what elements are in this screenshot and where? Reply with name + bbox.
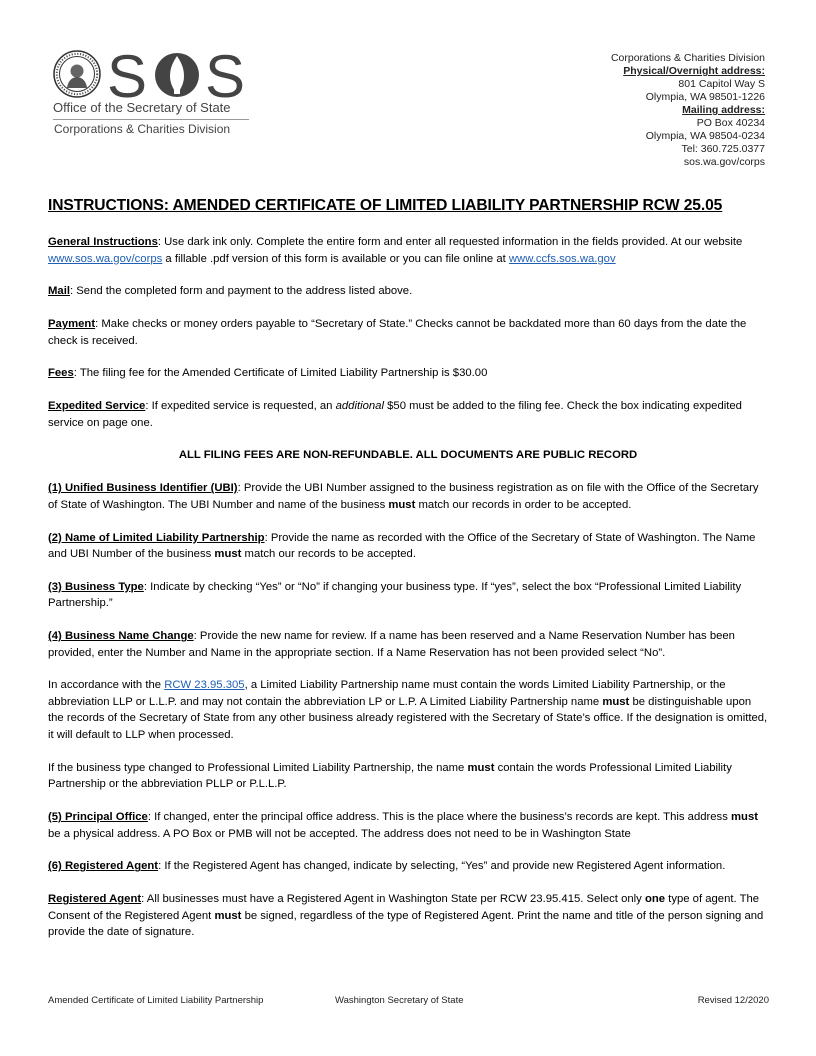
payment-instructions: Payment: Make checks or money orders payable to “Secretary of State.” Checks cannot be backdated more than 60 days from the date the check is received. bbox=[48, 318, 747, 347]
mailing-address-line2: Olympia, WA 98504-0234 bbox=[645, 130, 765, 142]
general-instructions-label: General Instructions bbox=[48, 236, 158, 248]
business-type-label: (3) Business Type bbox=[48, 580, 144, 593]
website: sos.wa.gov/corps bbox=[683, 156, 765, 168]
registered-agent-instructions: Registered Agent: All businesses must have a Registered Agent in Washington State per RCW 23.95.415. Select only one type of agent. The Consent of the Registered Agent must be signed, regardless of the type of Registered Agent. Print the name and title of the person signing and provide the date of signature. bbox=[48, 893, 764, 939]
state-seal-icon bbox=[53, 50, 101, 98]
ubi-label: (1) Unified Business Identifier (UBI) bbox=[48, 482, 238, 495]
llp-name-instructions: (2) Name of Limited Liability Partnership: Provide the name as recorded with the Office of the Secretary of State of Washington. The Name and UBI Number of the business must match our records to be accepted. bbox=[48, 531, 756, 561]
footer-agency: Washington Secretary of State bbox=[335, 995, 464, 1006]
telephone: Tel: 360.725.0377 bbox=[681, 143, 765, 155]
svg-text:S: S bbox=[107, 47, 148, 101]
mail-label: Mail bbox=[48, 285, 70, 298]
payment-label: Payment bbox=[48, 318, 96, 331]
name-requirements: In accordance with the RCW 23.95.305, a Limited Liability Partnership name must contain the words Limited Liability Partnership, or the abbreviation LLP or L.L.P. and may not contain the abbreviation LP or L.P. A Limited Liability Partnership name must be distinguishable upon the records of the Secretary of State from any other business already registered with the Secretary of State’s office. If the designation is omitted, it will default to LLP when processed. bbox=[48, 679, 768, 741]
fees-instructions: Fees: The filing fee for the Amended Certificate of Limited Liability Partnership is $30.00 bbox=[48, 367, 488, 380]
mail-instructions: Mail: Send the completed form and payment to the address listed above. bbox=[48, 285, 413, 298]
general-instructions: General Instructions: Use dark ink only. Complete the entire form and enter all requested information in the fields provided. At our website www.sos.wa.gov/corps a fillable .pdf version of this form is available or you can file online at www.ccfs.sos.wa.gov bbox=[48, 236, 743, 265]
logo-division-name: Corporations & Charities Division bbox=[54, 122, 231, 136]
physical-address-label: Physical/Overnight address: bbox=[623, 65, 765, 77]
principal-office-label: (5) Principal Office bbox=[48, 811, 148, 824]
ubi-instructions: (1) Unified Business Identifier (UBI): Provide the UBI Number assigned to the business registration as on file with the Office of the Secretary of State of Washington. The UBI Number and name of the business must match our records in order to be accepted. bbox=[48, 482, 759, 511]
sos-wordmark-icon bbox=[107, 47, 251, 101]
logo-office-name: Office of the Secretary of State bbox=[53, 100, 231, 115]
llp-name-label: (2) Name of Limited Liability Partnership bbox=[48, 531, 265, 544]
footer-form-name: Amended Certificate of Limited Liability Partnership bbox=[48, 995, 264, 1006]
division-name: Corporations & Charities Division bbox=[610, 52, 765, 64]
expedited-label: Expedited Service bbox=[48, 400, 146, 413]
name-change-label: (4) Business Name Change bbox=[48, 630, 194, 643]
registered-agent-label: Registered Agent bbox=[48, 893, 142, 906]
physical-address-line1: 801 Capitol Way S bbox=[678, 78, 765, 90]
business-type-instructions: (3) Business Type: Indicate by checking “Yes” or “No” if changing your business type. If “yes”, select the box “Professional Limited Liability Partnership.” bbox=[48, 580, 742, 610]
instructions-body bbox=[48, 234, 768, 957]
mailing-address-label: Mailing address: bbox=[682, 104, 765, 116]
logo-divider bbox=[53, 119, 249, 120]
registered-agent-change-label: (6) Registered Agent bbox=[48, 860, 159, 873]
contact-address-block bbox=[611, 52, 765, 169]
footer-revision: Revised 12/2020 bbox=[697, 995, 769, 1006]
ccfs-website-link[interactable]: www.ccfs.sos.wa.gov bbox=[508, 252, 616, 265]
expedited-instructions: Expedited Service: If expedited service is requested, an additional $50 must be added to the filing fee. Check the box indicating expedited service on page one. bbox=[48, 400, 742, 429]
page-title: INSTRUCTIONS: AMENDED CERTIFICATE OF LIMITED LIABILITY PARTNERSHIP RCW 25.05 bbox=[48, 197, 723, 214]
sos-logo bbox=[51, 47, 251, 137]
name-change-instructions: (4) Business Name Change: Provide the new name for review. If a name has been reserved and a Name Reservation Number has been provided, enter the Number and Name in the appropriate section. If a Name Reservation has not been provided select “No”. bbox=[48, 630, 735, 659]
pllp-requirements: If the business type changed to Professional Limited Liability Partnership, the name must contain the words Professional Limited Liability Partnership or the abbreviation PLLP or P.L.L.P. bbox=[48, 761, 732, 791]
rcw-link[interactable]: RCW 23.95.305 bbox=[164, 679, 245, 692]
mailing-address-line1: PO Box 40234 bbox=[696, 117, 765, 129]
registered-agent-change-instructions: (6) Registered Agent: If the Registered Agent has changed, indicate by selecting, “Yes” and provide new Registered Agent information. bbox=[48, 860, 726, 873]
physical-address-line2: Olympia, WA 98501-1226 bbox=[645, 91, 765, 103]
svg-text:S: S bbox=[205, 47, 246, 101]
principal-office-instructions: (5) Principal Office: If changed, enter the principal office address. This is the place where the business’s records are kept. This address must be a physical address. A PO Box or PMB will not be accepted. The address does not need to be in Washington State bbox=[48, 811, 758, 840]
sos-website-link[interactable]: www.sos.wa.gov/corps bbox=[48, 252, 163, 265]
non-refundable-notice: ALL FILING FEES ARE NON-REFUNDABLE. ALL DOCUMENTS ARE PUBLIC RECORD bbox=[178, 449, 638, 462]
fees-label: Fees bbox=[48, 367, 74, 380]
